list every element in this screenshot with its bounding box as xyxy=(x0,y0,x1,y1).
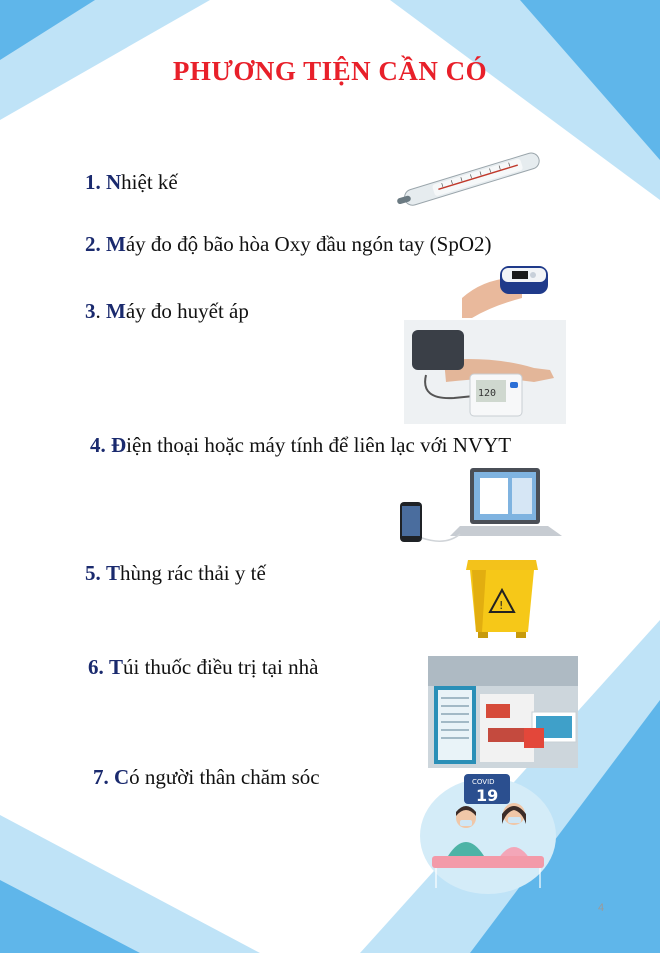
medicine-bag-icon xyxy=(428,656,578,768)
list-item-bp-monitor xyxy=(85,299,249,324)
caregiver-icon xyxy=(418,770,558,894)
item-number: 4. xyxy=(90,433,106,457)
list-item-waste-bin xyxy=(85,561,266,586)
item-initial: C xyxy=(114,765,130,789)
item-number: 5. xyxy=(85,561,101,585)
page-title: PHƯƠNG TIỆN CẦN CÓ xyxy=(172,56,488,86)
svg-text:!: ! xyxy=(499,599,504,612)
item-text: áy đo độ bão hòa Oxy đầu ngón tay (SpO2) xyxy=(125,232,492,256)
item-number: 2. xyxy=(85,232,101,256)
item-text: áy đo huyết áp xyxy=(125,299,249,323)
item-initial: N xyxy=(106,170,122,194)
list-item-spo2 xyxy=(85,232,492,257)
item-initial: M xyxy=(106,232,126,256)
item-text: iện thoại hoặc máy tính để liên lạc với NVYT xyxy=(126,433,512,457)
covid-badge-text: COVID xyxy=(472,778,495,786)
item-initial: T xyxy=(106,561,121,585)
item-initial: Đ xyxy=(111,433,127,457)
item-text: hùng rác thải y tế xyxy=(120,561,266,585)
list-item-thermometer xyxy=(85,170,178,195)
pulse-oximeter-icon xyxy=(462,258,552,318)
item-number: 7. xyxy=(93,765,109,789)
list-item-medicine-bag xyxy=(88,655,318,680)
item-number: 6. xyxy=(88,655,104,679)
item-sep: . xyxy=(95,299,106,323)
blood-pressure-monitor-icon xyxy=(404,320,566,424)
item-text: hiệt kế xyxy=(121,170,178,194)
thermometer-icon xyxy=(392,150,547,210)
phone-laptop-icon xyxy=(396,466,566,548)
covid-badge-number: 19 xyxy=(476,786,499,805)
medical-waste-bin-icon xyxy=(462,552,542,638)
list-item-phone-computer xyxy=(90,433,511,458)
item-initial: M xyxy=(106,299,126,323)
page-number: 4 xyxy=(598,902,605,914)
list-item-caregiver xyxy=(93,765,320,790)
item-number: 3 xyxy=(85,299,96,323)
item-text: úi thuốc điều trị tại nhà xyxy=(123,655,319,679)
bp-display-value: 120 xyxy=(478,388,497,399)
item-text: ó người thân chăm sóc xyxy=(129,765,320,789)
item-initial: T xyxy=(109,655,124,679)
item-number: 1. xyxy=(85,170,101,194)
